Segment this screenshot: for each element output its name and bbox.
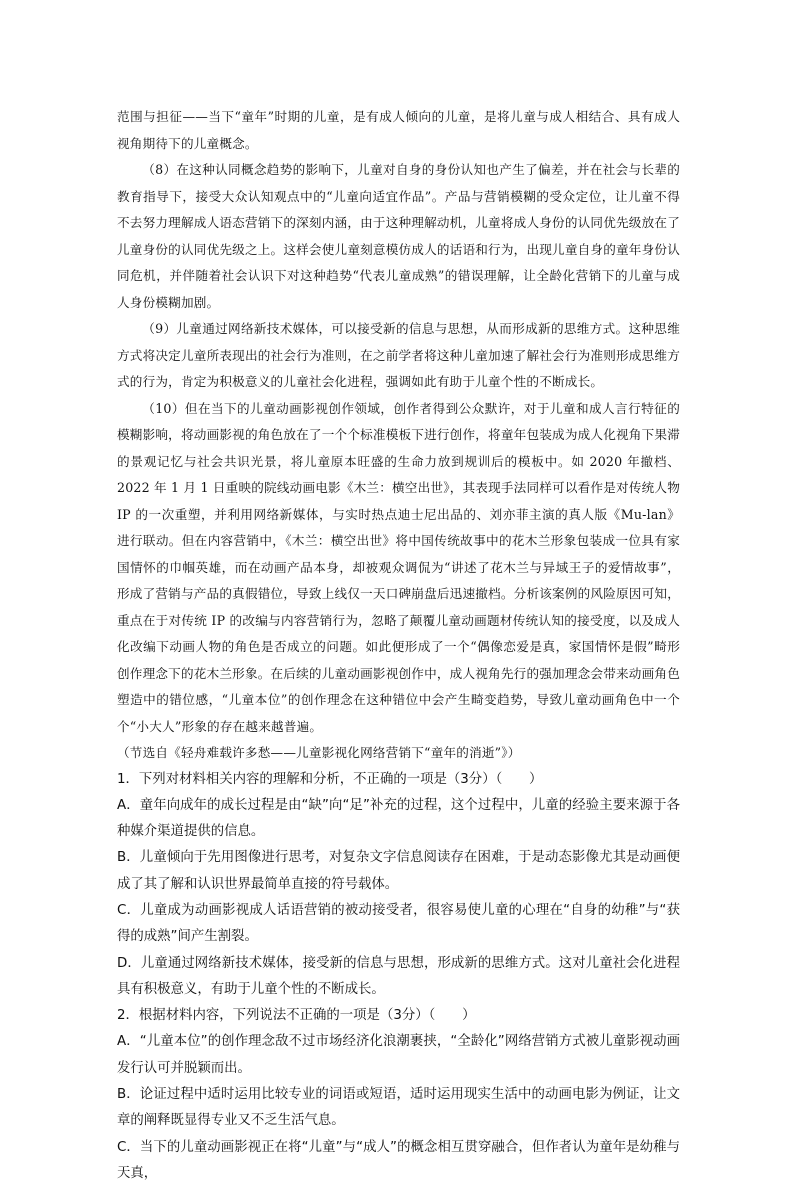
passage-source: （节选自《轻舟难载许多愁——儿童影视化网络营销下“童年的消逝”》）: [117, 740, 680, 767]
passage-paragraph-continued: 范围与担征——当下“童年”时期的儿童，是有成人倾向的儿童，是将儿童与成人相结合、具有成人视角期待下的儿童概念。: [117, 104, 680, 157]
passage-paragraph-9: （9）儿童通过网络新技术媒体，可以接受新的信息与思想，从而形成新的思维方式。这种思维方式将决定儿童所表现出的社会行为准则，在之前学者将这种儿童加速了解社会行为准则形成思维方式的行为，肯定为积极意义的儿童社会化进程，强调如此有助于儿童个性的不断成长。: [117, 316, 680, 396]
question-2-option-c: C．当下的儿童动画影视正在将“儿童”与“成人”的概念相互贯穿融合，但作者认为童年是幼稚与天真，: [117, 1135, 680, 1187]
reading-passage: [117, 104, 680, 767]
question-2-option-a: A．“儿童本位”的创作理念敌不过市场经济化浪潮裹挟，“全龄化”网络营销方式被儿童影视动画发行认可并脱颖而出。: [117, 1029, 680, 1082]
question-1-option-d: D．儿童通过网络新技术媒体，接受新的信息与思想，形成新的思维方式。这对儿童社会化进程具有积极意义，有助于儿童个性的不断成长。: [117, 951, 680, 1004]
passage-paragraph-8: （8）在这种认同概念趋势的影响下，儿童对自身的身份认知也产生了偏差，并在社会与长辈的教育指导下，接受大众认知观点中的“儿童向适宜作品”。产品与营销模糊的受众定位，让儿童不得不去努力理解成人语态营销下的深刻内涵，由于这种理解动机，儿童将成人身份的认同优先级放在了儿童身份的认同优先级之上。这样会使儿童刻意模仿成人的话语和行为，出现儿童自身的童年身份认同危机，并伴随着社会认识下对这种趋势“代表儿童成熟”的错误理解，让全龄化营销下的儿童与成人身份模糊加剧。: [117, 157, 680, 316]
question-1-option-c: C．儿童成为动画影视成人话语营销的被动接受者，很容易使儿童的心理在“自身的幼稚”与“获得的成熟”间产生割裂。: [117, 898, 680, 951]
question-1-option-b: B．儿童倾向于先用图像进行思考，对复杂文字信息阅读存在困难，于是动态影像尤其是动画便成了其了解和认识世界最简单直接的符号载体。: [117, 845, 680, 898]
exam-page: [117, 104, 680, 1187]
question-1-option-a: A．童年向成年的成长过程是由“缺”向“足”补充的过程，这个过程中，儿童的经验主要来源于各种媒介渠道提供的信息。: [117, 793, 680, 846]
question-2-stem: 2．根据材料内容，下列说法不正确的一项是（3分）（ ）: [117, 1003, 680, 1029]
passage-paragraph-10: （10）但在当下的儿童动画影视创作领域，创作者得到公众默许，对于儿童和成人言行特征的模糊影响，将动画影视的角色放在了一个个标准模板下进行创作，将童年包装成为成人化视角下果滞的景观记忆与社会共识光景，将儿童原本旺盛的生命力放到规训后的模板中。如 2020 年撤档、2022 年 1 月 1 日重映的院线动画电影《木兰：横空出世》，其表现手法同样可以看作是对传统人物 IP 的一次重塑，并利用网络新媒体，与实时热点迪士尼出品的、刘亦菲主演的真人版《Mu-lan》进行联动。但在内容营销中，《木兰：横空出世》将中国传统故事中的花木兰形象包装成一位具有家国情怀的巾帼英雄，而在动画产品本身，却被观众调侃为“讲述了花木兰与异域王子的爱情故事”，形成了营销与产品的真假错位，导致上线仅一天口碑崩盘后迅速撤档。分析该案例的风险原因可知，重点在于对传统 IP 的改编与内容营销行为，忽略了颠覆儿童动画题材传统认知的接受度，以及成人化改编下动画人物的角色是否成立的问题。如此便形成了一个“偶像恋爱是真，家国情怀是假”畸形创作理念下的花木兰形象。在后续的儿童动画影视创作中，成人视角先行的强加理念会带来动画角色塑造中的错位感，“儿童本位”的创作理念在这种错位中会产生畸变趋势，导致儿童动画角色中一个个“小大人”形象的存在越来越普遍。: [117, 396, 680, 741]
question-2-option-b: B．论证过程中适时运用比较专业的词语或短语，适时运用现实生活中的动画电影为例证，让文章的阐释既显得专业又不乏生活气息。: [117, 1082, 680, 1135]
question-1-stem: 1．下列对材料相关内容的理解和分析，不正确的一项是（3分）（ ）: [117, 767, 680, 793]
